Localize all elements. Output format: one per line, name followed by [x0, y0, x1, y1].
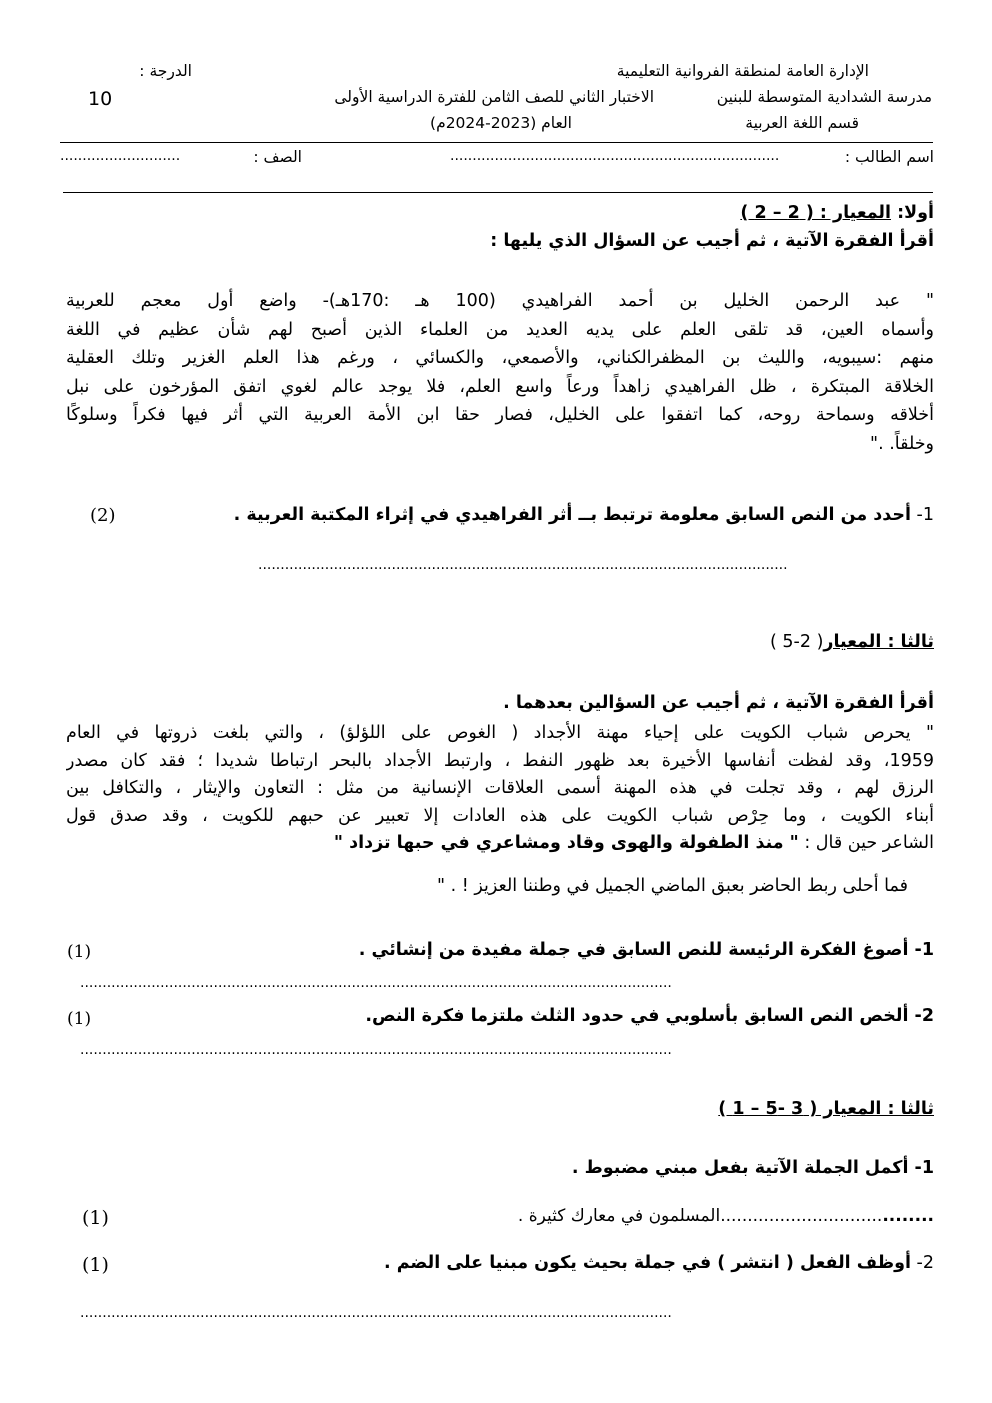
header-divider	[60, 142, 933, 143]
passage-line: وخلقاً. ."	[870, 433, 934, 454]
answer-line[interactable]: .....................................................................................................................................	[80, 1305, 672, 1321]
section1-passage	[66, 287, 934, 458]
exam-year: العام (2023-2024م)	[430, 114, 572, 132]
passage-line: الخلاقة المبتكرة ، ظل الفراهيدي زاهداً ورعاً واسع العلم، فلا يوجد عالم لغوي اتفق المؤرخون على نبل	[66, 376, 934, 397]
passage-line: أبناء الكويت ، وما حِرْص شباب الكويت على هذه العادات إلا تعبير عن حبهم للكويت ، وقد صدق قول	[66, 805, 934, 826]
fill-sentence-rest: المسلمون في معارك كثيرة .	[517, 1206, 721, 1226]
passage-line: منهم :سيبويه، والليث بن المظفرالكناني، والأصمعي، والكسائي ، ورغم هذا العلم الغزير وتلك العقلية	[66, 348, 934, 368]
section3-question-2	[384, 1253, 934, 1273]
class-field[interactable]: ...........................	[60, 148, 181, 164]
directorate-title: الإدارة العامة لمنطقة الفروانية التعليمية	[616, 62, 869, 80]
section1-title	[740, 203, 934, 223]
section2-instruction: أقرأ الفقرة الآتية ، ثم أجيب عن السؤالين بعدهما .	[503, 693, 934, 713]
answer-line[interactable]: .....................................................................................................................................	[80, 975, 672, 991]
passage-line: الرزق لهم ، وقد تجلت في هذه المهنة أسمى العلاقات الإنسانية من مثل : التعاون والإيثار ، والتكافل بين	[66, 778, 934, 798]
passage-line: أخلاقه وسماحة روحه، كما اتفقوا على الخليل، فصار حقا ابن الأمة العربية التي أثر فيها فكراً وسلوكًا	[66, 405, 934, 425]
passage-line: وأسماه العين، قد تلقى العلم على يديه العديد من العلماء الذين أصبح لهم شأن عظيم في اللغة	[66, 319, 934, 340]
class-label: الصف :	[253, 148, 302, 166]
answer-line[interactable]: .....................................................................................................................................	[80, 1042, 672, 1058]
section2-question-2: 2- ألخص النص السابق بأسلوبي في حدود الثلث ملتزما فكرة النص.	[365, 1006, 934, 1026]
fill-blank[interactable]: ..............................	[720, 1206, 883, 1226]
question-mark: (1)	[67, 942, 92, 962]
section1-title-prefix: أولا:	[897, 203, 934, 223]
fill-blank-strong[interactable]: ........	[882, 1206, 934, 1226]
question-text: أحدد من النص السابق معلومة ترتبط بــ أثر الفراهيدي في إثراء المكتبة العربية .	[233, 505, 911, 525]
student-info-divider	[63, 192, 933, 193]
section3-title: ثالثا : المعيار ( 3 -5 – 1 )	[718, 1099, 934, 1119]
poet-line	[66, 830, 934, 858]
poet-verse: " منذ الطفولة والهوى وقاد ومشاعري في حبها تزداد "	[333, 833, 799, 853]
passage-line: 1959، وقد لفظت أنفاسها الأخيرة بعد ظهور النفط ، وارتبط الأجداد بالبحر ارتباطا شديدا ؛ فقد كان مصدر	[66, 750, 934, 771]
school-name: مدرسة الشدادية المتوسطة للبنين	[716, 88, 932, 106]
passage-line: " عبد الرحمن الخليل بن أحمد الفراهيدي (100 هـ :170هـ)- واضع أول معجم للعربية	[66, 291, 934, 311]
question-mark: (1)	[82, 1207, 109, 1229]
section3-question-1: 1- أكمل الجملة الآتية بفعل مبني مضبوط .	[571, 1158, 934, 1178]
exam-title: الاختبار الثاني للصف الثامن للفترة الدراسية الأولى	[334, 88, 654, 106]
section2-title	[770, 632, 934, 652]
question-text: أوظف الفعل ( انتشر ) في جملة بحيث يكون مبنيا على الضم .	[383, 1253, 911, 1273]
passage-line: " يحرص شباب الكويت على إحياء مهنة الأجداد ( الغوص على اللؤلؤ) ، والتي بلغت ذروتها في العام	[66, 723, 934, 743]
poet-line-prefix: الشاعر حين قال :	[804, 833, 934, 853]
section2-closing-line: فما أحلى ربط الحاضر بعبق الماضي الجميل في وطننا العزيز ! . "	[437, 876, 908, 896]
section1-criterion: المعيار : ( 2 – 2 )	[740, 203, 891, 223]
question-mark: (2)	[90, 505, 116, 526]
student-name-label: اسم الطالب :	[844, 148, 934, 166]
question-number: 1-	[916, 505, 934, 525]
section2-question-1: 1- أصوغ الفكرة الرئيسة للنص السابق في جملة مفيدة من إنشائي .	[358, 940, 934, 960]
grade-label: الدرجة :	[139, 62, 192, 80]
student-name-field[interactable]: ..........................................................................	[450, 148, 780, 164]
section2-passage	[66, 720, 934, 858]
fill-sentence	[518, 1206, 934, 1226]
section1-instruction: أقرأ الفقرة الآتية ، ثم أجيب عن السؤال الذي يليها :	[490, 231, 934, 251]
answer-line[interactable]: .......................................................................................................................	[258, 557, 788, 573]
question-number: 2-	[916, 1253, 934, 1273]
question-mark: (1)	[82, 1254, 109, 1276]
section2-criterion: ( 2-5 )	[770, 632, 824, 652]
grade-value: 10	[88, 88, 113, 110]
section1-question-1	[234, 505, 934, 525]
question-mark: (1)	[67, 1009, 92, 1029]
department-name: قسم اللغة العربية	[745, 114, 859, 132]
section2-title-prefix: ثالثا : المعيار	[823, 632, 934, 652]
